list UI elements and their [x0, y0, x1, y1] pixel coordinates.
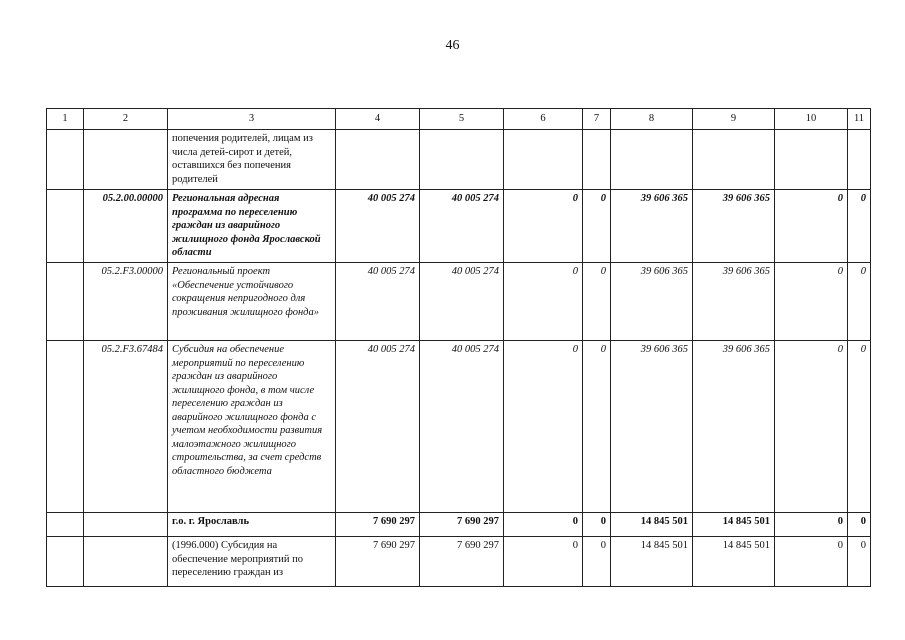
table-cell-value: 0 — [848, 513, 871, 537]
table-cell-value: 0 — [504, 190, 583, 263]
page-number: 46 — [445, 38, 460, 53]
table-cell-value — [775, 130, 848, 190]
table-cell-value: 7 690 297 — [336, 513, 420, 537]
table-cell-value: 7 690 297 — [420, 537, 504, 587]
table-cell-value: 14 845 501 — [693, 513, 775, 537]
table-cell-value: 40 005 274 — [420, 341, 504, 513]
table-cell-value: 0 — [848, 537, 871, 587]
table-row — [47, 537, 871, 587]
column-header: 8 — [611, 109, 693, 130]
table-cell-value — [504, 130, 583, 190]
table-cell-description: Региональный проект «Обеспечение устойчивого сокращения непригодного для проживания жилищного фонда» — [168, 263, 336, 341]
column-header: 4 — [336, 109, 420, 130]
table-cell-value — [420, 130, 504, 190]
table-cell-value: 0 — [848, 263, 871, 341]
column-header: 2 — [84, 109, 168, 130]
table-cell-code — [84, 130, 168, 190]
table-cell-value: 0 — [775, 341, 848, 513]
table-cell-value — [336, 130, 420, 190]
table-cell-value: 39 606 365 — [693, 190, 775, 263]
column-header: 3 — [168, 109, 336, 130]
column-header: 5 — [420, 109, 504, 130]
table-cell-value: 0 — [775, 537, 848, 587]
table-cell-value: 7 690 297 — [336, 537, 420, 587]
table-cell-value: 0 — [775, 263, 848, 341]
table-cell-value: 0 — [504, 513, 583, 537]
column-header: 10 — [775, 109, 848, 130]
table-cell-value: 14 845 501 — [611, 513, 693, 537]
table-cell-value: 0 — [504, 341, 583, 513]
column-header: 1 — [47, 109, 84, 130]
table-cell — [47, 537, 84, 587]
table-cell — [47, 190, 84, 263]
table-cell-value: 40 005 274 — [420, 263, 504, 341]
table-cell-value: 40 005 274 — [336, 190, 420, 263]
table-cell-value: 40 005 274 — [336, 341, 420, 513]
table-cell-code: 05.2.F3.00000 — [84, 263, 168, 341]
table-cell-description: Субсидия на обеспечение мероприятий по переселению граждан из аварийного жилищного фонда, в том числе переселению граждан из аварийного жилищного фонда с учетом необходимости развития малоэтажного жилищного строительства, за счет средств областного бюджета — [168, 341, 336, 513]
table-cell-value: 0 — [583, 537, 611, 587]
table-cell-value: 7 690 297 — [420, 513, 504, 537]
table-cell-code — [84, 537, 168, 587]
table-cell-value — [848, 130, 871, 190]
table-row — [47, 513, 871, 537]
table-cell — [47, 130, 84, 190]
table-row — [47, 341, 871, 513]
column-header: 7 — [583, 109, 611, 130]
table-cell — [47, 341, 84, 513]
table-cell-value: 0 — [775, 190, 848, 263]
table-cell-value: 0 — [504, 537, 583, 587]
table-cell-value: 39 606 365 — [693, 263, 775, 341]
table-cell-value: 39 606 365 — [611, 341, 693, 513]
table-cell-value: 40 005 274 — [420, 190, 504, 263]
table-cell-value: 14 845 501 — [611, 537, 693, 587]
table-cell-value: 0 — [848, 341, 871, 513]
table-cell-value: 40 005 274 — [336, 263, 420, 341]
table-cell-value: 39 606 365 — [611, 263, 693, 341]
table-cell-value: 0 — [583, 190, 611, 263]
table-cell-description: (1996.000) Субсидия на обеспечение мероприятий по переселению граждан из — [168, 537, 336, 587]
table-cell — [47, 263, 84, 341]
table-cell — [47, 513, 84, 537]
table-cell-value: 39 606 365 — [611, 190, 693, 263]
table-cell-value: 0 — [775, 513, 848, 537]
table-cell-description: г.о. г. Ярославль — [168, 513, 336, 537]
table-cell-description: попечения родителей, лицам из числа детей-сирот и детей, оставшихся без попечения родителей — [168, 130, 336, 190]
table-row — [47, 130, 871, 190]
table-cell-value — [693, 130, 775, 190]
column-number-header-row — [47, 109, 871, 130]
table-cell-value: 14 845 501 — [693, 537, 775, 587]
table-cell-code — [84, 513, 168, 537]
column-header: 11 — [848, 109, 871, 130]
table-row — [47, 263, 871, 341]
table-cell-value: 0 — [583, 263, 611, 341]
column-header: 6 — [504, 109, 583, 130]
table-row — [47, 190, 871, 263]
budget-table — [46, 108, 871, 587]
table-cell-value: 0 — [583, 513, 611, 537]
table-cell-value: 39 606 365 — [693, 341, 775, 513]
table-cell-description: Региональная адресная программа по переселению граждан из аварийного жилищного фонда Ярославской области — [168, 190, 336, 263]
table-cell-value — [611, 130, 693, 190]
column-header: 9 — [693, 109, 775, 130]
table-cell-value: 0 — [583, 341, 611, 513]
table-cell-value: 0 — [504, 263, 583, 341]
table-cell-value: 0 — [848, 190, 871, 263]
table-cell-code: 05.2.00.00000 — [84, 190, 168, 263]
table-cell-value — [583, 130, 611, 190]
table-cell-code: 05.2.F3.67484 — [84, 341, 168, 513]
